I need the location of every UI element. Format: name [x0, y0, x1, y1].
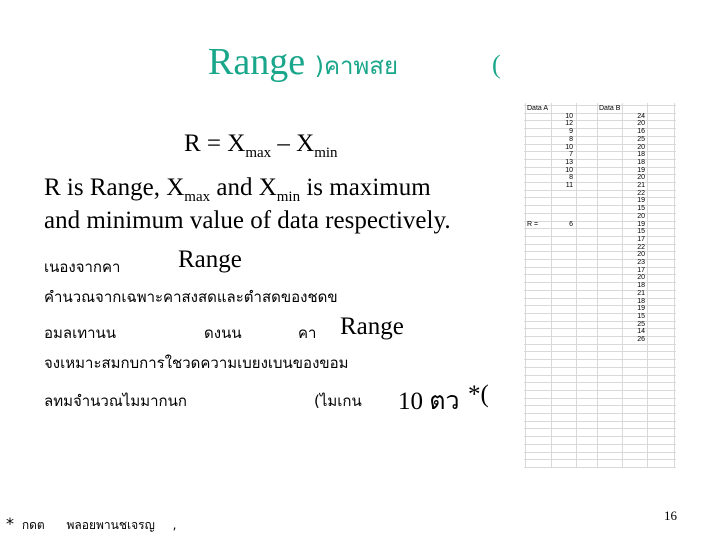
title-en: Range — [208, 41, 315, 83]
sheet-gridline-row — [524, 321, 676, 322]
footer-comma: , — [172, 518, 177, 532]
sheet-gridline-row — [524, 274, 676, 275]
sheet-cell-b: 15 — [637, 205, 645, 213]
sheet-cell-b: 25 — [637, 135, 645, 143]
line7-num: 10 ตว — [398, 388, 460, 415]
footer-a: กดต — [21, 518, 45, 532]
title-paren: ( — [492, 50, 501, 79]
sheet-cell-b: 17 — [637, 235, 645, 243]
sheet-gridline-row — [524, 436, 676, 437]
formula-r: R = X — [184, 130, 246, 157]
sheet-cell-a: 8 — [569, 135, 573, 143]
explanation-line-5 — [44, 381, 504, 415]
sheet-gridline-row — [524, 197, 676, 198]
range-formula — [184, 130, 338, 162]
sheet-cell-a: 9 — [569, 128, 573, 136]
sheet-cell-b: 19 — [637, 220, 645, 228]
sheet-gridline-row — [524, 452, 676, 453]
page-number: 16 — [664, 508, 677, 523]
sheet-r-label: R = — [527, 220, 539, 228]
line7-c: *( — [468, 381, 489, 408]
sheet-gridline-col — [525, 103, 526, 468]
sheet-gridline-row — [524, 128, 676, 129]
footer-star: * — [6, 514, 14, 533]
sheet-cell-b: 17 — [637, 266, 645, 274]
spreadsheet-image — [524, 103, 676, 468]
sheet-gridline-row — [524, 359, 676, 360]
explanation-line-4: จงเหมาะสมกบการใชวดความเบยงเบนของขอม — [44, 354, 349, 372]
explanation-line-2: คำนวณจากเฉพาะคาสงสดและตำสดของชดข — [44, 288, 338, 306]
sheet-gridline-row — [524, 136, 676, 137]
sheet-header-a: Data A — [527, 105, 549, 112]
sheet-cell-b: 18 — [637, 151, 645, 159]
sheet-gridline-row — [524, 182, 676, 183]
sheet-cell-a: 11 — [565, 182, 573, 189]
sheet-cell-b: 19 — [637, 166, 645, 174]
sheet-cell-a: 7 — [569, 151, 573, 159]
sheet-gridline-row — [524, 390, 676, 391]
def1-max-sub: max — [184, 189, 211, 205]
sheet-cell-b: 23 — [637, 259, 645, 266]
sheet-gridline-row — [524, 267, 676, 268]
sheet-cell-b: 18 — [637, 158, 645, 166]
sheet-gridline-row — [524, 344, 676, 345]
sheet-gridline-row — [524, 467, 676, 468]
slide-title — [208, 40, 398, 85]
sheet-gridline-row — [524, 221, 676, 222]
title-th: )คาพสย — [314, 52, 399, 80]
sheet-cell-b: 19 — [637, 305, 645, 313]
sheet-gridline-row — [524, 213, 676, 214]
sheet-gridline-row — [524, 159, 676, 160]
sheet-cell-b: 20 — [637, 174, 645, 182]
sheet-cell-a: 13 — [565, 158, 573, 166]
sheet-cell-b: 20 — [637, 251, 645, 259]
sheet-cell-b: 20 — [637, 143, 645, 151]
sheet-gridline-row — [524, 144, 676, 145]
sheet-cell-b: 20 — [637, 120, 645, 128]
sheet-r-value: 6 — [569, 220, 573, 228]
def1-b: and X — [210, 174, 277, 201]
sheet-gridline-row — [524, 120, 676, 121]
formula-min-sub: min — [314, 145, 338, 161]
sheet-gridline-row — [524, 444, 676, 445]
sheet-gridline-row — [524, 298, 676, 299]
sheet-cell-b: 14 — [637, 328, 645, 336]
sheet-gridline-row — [524, 313, 676, 314]
sheet-cell-a: 10 — [565, 112, 573, 120]
sheet-gridline-row — [524, 305, 676, 306]
sheet-gridline-col — [674, 103, 675, 468]
sheet-cell-b: 20 — [637, 274, 645, 282]
sheet-cell-b: 19 — [637, 197, 645, 205]
def1-min-sub: min — [276, 189, 301, 205]
sheet-gridline-col — [647, 103, 648, 468]
formula-minus: – X — [271, 130, 315, 157]
sheet-gridline-col — [576, 103, 577, 468]
formula-max-sub: max — [245, 145, 272, 161]
sheet-gridline-row — [524, 236, 676, 237]
sheet-gridline-row — [524, 367, 676, 368]
sheet-gridline-row — [524, 174, 676, 175]
sheet-gridline-col — [597, 103, 598, 468]
sheet-gridline-row — [524, 282, 676, 283]
sheet-gridline-row — [524, 398, 676, 399]
footer-author — [6, 514, 176, 535]
explanation-line-3 — [44, 313, 444, 341]
line7-a: ลทมจำนวณไมมากนก — [44, 392, 187, 410]
sheet-gridline-row — [524, 405, 676, 406]
sheet-gridline-row — [524, 428, 676, 429]
sheet-cell-b: 22 — [637, 243, 645, 251]
line3-th: เนองจากคา — [44, 258, 121, 276]
sheet-cell-a: 10 — [565, 143, 573, 151]
line5-a: อมลเทานน — [44, 324, 117, 342]
sheet-cell-b: 22 — [637, 189, 645, 197]
sheet-gridline-row — [524, 459, 676, 460]
sheet-gridline-row — [524, 190, 676, 191]
sheet-cell-b: 26 — [637, 336, 645, 343]
sheet-gridline-row — [524, 375, 676, 376]
line5-c: คา — [298, 324, 317, 342]
definition-line-2: and minimum value of data respectively. — [44, 207, 451, 234]
definition-line-1 — [44, 174, 431, 206]
line5-en: Range — [340, 313, 404, 340]
sheet-gridline-row — [524, 251, 676, 252]
sheet-cell-b: 16 — [637, 128, 645, 136]
sheet-gridline-row — [524, 205, 676, 206]
sheet-gridline-row — [524, 259, 676, 260]
sheet-cell-a: 8 — [569, 174, 573, 182]
sheet-gridline-row — [524, 151, 676, 152]
sheet-gridline-row — [524, 328, 676, 329]
sheet-gridline-row — [524, 421, 676, 422]
sheet-cell-a: 12 — [565, 120, 573, 128]
sheet-cell-a: 10 — [565, 166, 573, 174]
sheet-gridline-row — [524, 382, 676, 383]
line5-b: ดงนน — [204, 324, 242, 342]
sheet-cell-b: 24 — [637, 112, 645, 120]
sheet-cell-b: 15 — [637, 228, 645, 236]
sheet-gridline-row — [524, 413, 676, 414]
sheet-cell-b: 18 — [637, 297, 645, 305]
sheet-cell-b: 21 — [637, 182, 645, 189]
sheet-gridline-row — [524, 351, 676, 352]
sheet-gridline-row — [524, 336, 676, 337]
def1-a: R is Range, X — [44, 174, 185, 201]
sheet-cell-b: 21 — [637, 289, 645, 297]
sheet-cell-b: 15 — [637, 312, 645, 320]
sheet-gridline-row — [524, 244, 676, 245]
footer-b: พลอยพานชเจรญ — [66, 518, 155, 532]
sheet-gridline-row — [524, 167, 676, 168]
sheet-cell-b: 25 — [637, 320, 645, 328]
sheet-cell-b: 18 — [637, 282, 645, 290]
sheet-gridline-row — [524, 228, 676, 229]
sheet-header-b: Data B — [599, 105, 621, 112]
sheet-cell-b: 20 — [637, 212, 645, 220]
line3-en: Range — [178, 246, 242, 273]
line7-b: (ไมเกน — [314, 392, 362, 410]
sheet-gridline-row — [524, 290, 676, 291]
def1-c: is maximum — [300, 174, 431, 201]
